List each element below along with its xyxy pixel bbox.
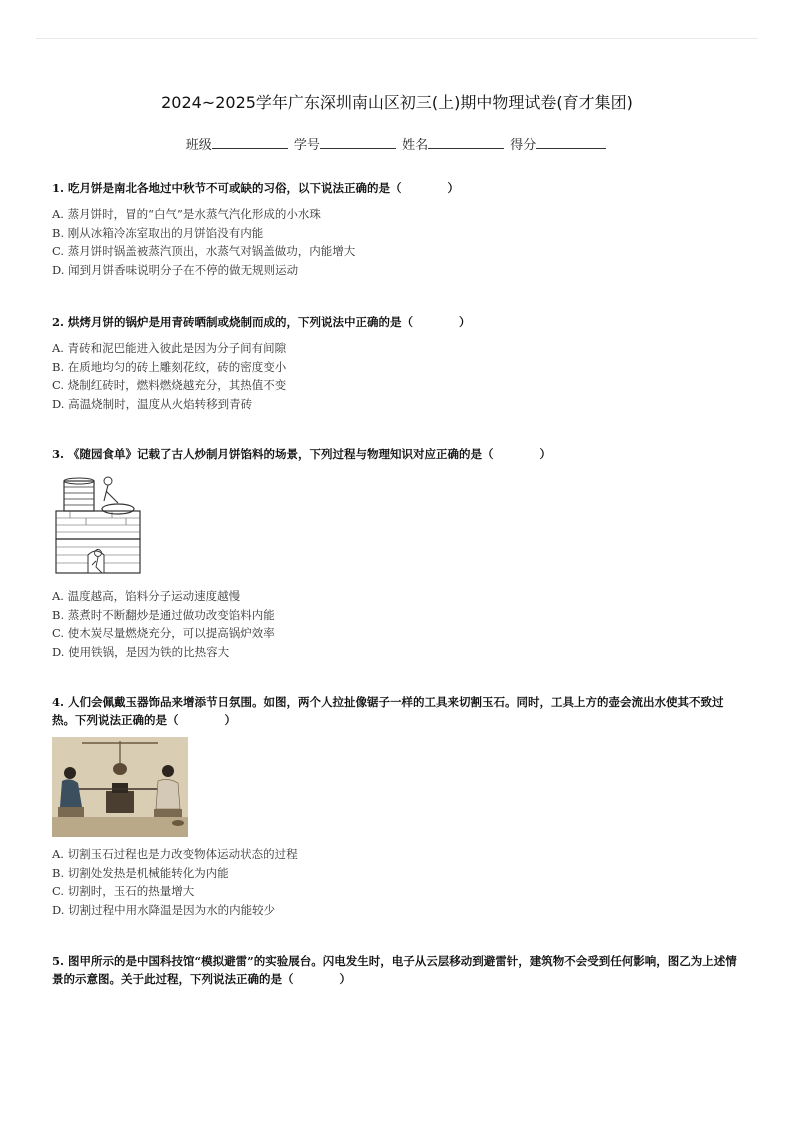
cooking-illustration [52,471,742,583]
option-a[interactable]: A. 温度越高，馅料分子运动速度越慢 [52,589,241,603]
question-stem: 5. 图甲所示的是中国科技馆“模拟避雷”的实验展台。闪电发生时，电子从云层移动到避雷针，建筑物不会受到任何影响，图乙为上述情景的示意图。关于此过程，下列说法正确的是（ ） [52,954,737,986]
class-label: 班级 [185,138,212,153]
class-field [186,134,290,153]
question-4 [52,693,742,919]
option-list [52,339,742,413]
option-list [52,587,742,661]
question-stem: 3. 《随园食单》记载了古人炒制月饼馅料的场景，下列过程与物理知识对应正确的是（ ） [52,447,552,461]
option-d[interactable]: D. 高温烧制时，温度从火焰转移到青砖 [52,396,253,411]
student-id-blank[interactable] [320,136,396,149]
question-stem: 4. 人们会佩戴玉器饰品来增添节日氛围。如图，两个人拉扯像锯子一样的工具来切割玉石。同时，工具上方的壶会流出水使其不致过热。下列说法正确的是（ ） [52,695,724,727]
question-stem: 2. 烘烤月饼的锅炉是用青砖晒制或烧制而成的，下列说法中正确的是（ ） [52,315,471,329]
question-3 [52,445,742,661]
page-top-rule [36,38,758,39]
score-blank[interactable] [536,136,606,149]
score-field [510,134,608,153]
option-b[interactable]: B. 切割处发热是机械能转化为内能 [52,865,229,880]
option-list [52,205,742,279]
option-a[interactable]: A. 切割玉石过程也是力改变物体运动状态的过程 [52,847,298,861]
name-blank[interactable] [428,136,504,149]
question-5 [52,952,742,988]
option-d[interactable]: D. 闻到月饼香味说明分子在不停的做无规则运动 [52,262,299,277]
option-c[interactable]: C. 切割时，玉石的热量增大 [52,884,195,898]
jade-cutting-image [52,737,188,837]
option-d[interactable]: D. 切割过程中用水降温是因为水的内能较少 [52,902,276,917]
stove-drawing-image [52,471,144,579]
question-2 [52,313,742,413]
student-info-row [0,134,794,153]
option-c[interactable]: C. 烧制红砖时，燃料燃烧越充分，其热值不变 [52,378,287,392]
score-label: 得分 [510,138,537,153]
name-label: 姓名 [402,138,429,153]
jade-cutting-illustration [52,737,742,841]
option-b[interactable]: B. 蒸煮时不断翻炒是通过做功改变馅料内能 [52,607,275,622]
student-id-field [294,134,398,153]
option-a[interactable]: A. 蒸月饼时，冒的“白气”是水蒸气汽化形成的小水珠 [52,207,321,221]
exam-title: 2024~2025学年广东深圳南山区初三(上)期中物理试卷(育才集团) [161,93,633,112]
option-c[interactable]: C. 使木炭尽量燃烧充分，可以提高锅炉效率 [52,626,275,640]
name-field [402,134,506,153]
option-c[interactable]: C. 蒸月饼时锅盖被蒸汽顶出，水蒸气对锅盖做功，内能增大 [52,244,356,258]
class-blank[interactable] [212,136,288,149]
option-d[interactable]: D. 使用铁锅，是因为铁的比热容大 [52,644,230,659]
option-b[interactable]: B. 在质地均匀的砖上雕刻花纹，砖的密度变小 [52,359,287,374]
student-id-label: 学号 [293,138,320,153]
option-a[interactable]: A. 青砖和泥巴能进入彼此是因为分子间有间隙 [52,341,287,355]
question-stem: 1. 吃月饼是南北各地过中秋节不可或缺的习俗，以下说法正确的是（ ） [52,181,460,195]
question-1 [52,179,742,279]
option-b[interactable]: B. 刚从冰箱冷冻室取出的月饼馅没有内能 [52,225,264,240]
option-list [52,845,742,919]
